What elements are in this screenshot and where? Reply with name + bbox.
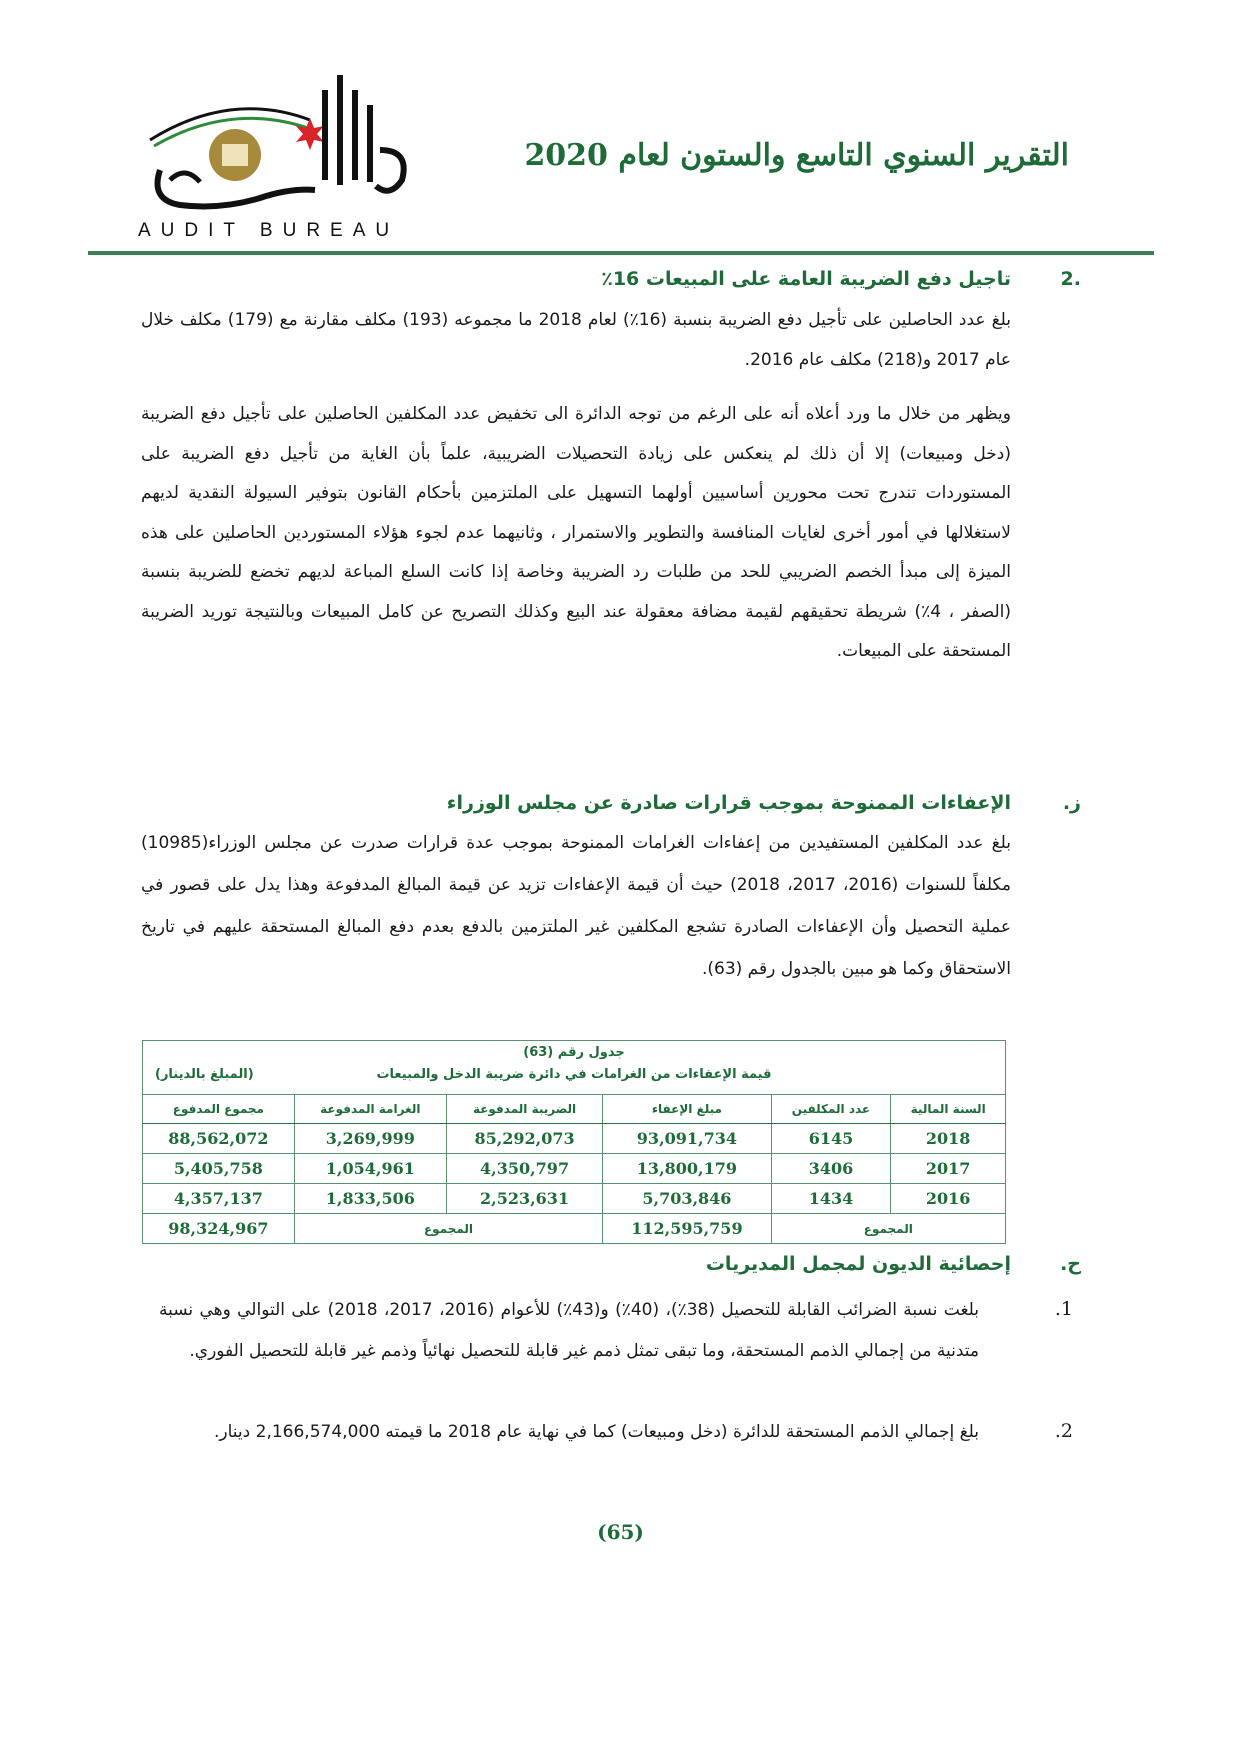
cell-fine-paid: 1,833,506 bbox=[294, 1184, 446, 1214]
section-z-letter: ز. bbox=[1062, 792, 1081, 814]
total-exemption: 112,595,759 bbox=[603, 1214, 771, 1244]
list-item-2-number: .2 bbox=[1054, 1420, 1073, 1442]
logo-text: AUDIT BUREAU bbox=[138, 220, 400, 241]
cell-fine-paid: 1,054,961 bbox=[294, 1154, 446, 1184]
table-grid bbox=[143, 1095, 1005, 1243]
list-item-1 bbox=[159, 1290, 979, 1372]
header-divider bbox=[88, 251, 1154, 255]
section-2-paragraph-2 bbox=[141, 395, 1011, 672]
table-title: قيمة الإعفاءات من الغرامات في دائرة ضريبة الدخل والمبيعات bbox=[376, 1067, 772, 1082]
table-row bbox=[143, 1154, 1005, 1184]
cell-total-paid: 5,405,758 bbox=[143, 1154, 294, 1184]
report-title: التقرير السنوي التاسع والستون لعام 2020 bbox=[524, 138, 1069, 173]
cell-exemption: 5,703,846 bbox=[603, 1184, 771, 1214]
section-2-heading: تاجيل دفع الضريبة العامة على المبيعات 16٪ bbox=[601, 268, 1011, 290]
table-caption bbox=[143, 1041, 1005, 1095]
exemptions-table bbox=[142, 1040, 1006, 1244]
cell-year: 2018 bbox=[891, 1124, 1005, 1154]
table-row bbox=[143, 1124, 1005, 1154]
cell-exemption: 13,800,179 bbox=[603, 1154, 771, 1184]
section-h-heading: إحصائية الديون لمجمل المديريات bbox=[705, 1253, 1011, 1275]
table-total-row bbox=[143, 1214, 1005, 1244]
list-item-text: بلغ إجمالي الذمم المستحقة للدائرة (دخل ومبيعات) كما في نهاية عام 2018 ما قيمته 2,166,574,000 دينار. bbox=[214, 1422, 979, 1442]
cell-tax-paid: 4,350,797 bbox=[446, 1154, 602, 1184]
section-z-heading: الإعفاءات الممنوحة بموجب قرارات صادرة عن مجلس الوزراء bbox=[446, 792, 1011, 814]
list-item-text: بلغت نسبة الضرائب القابلة للتحصيل (38٪)، (40٪) و(43٪) للأعوام (2016، 2017، 2018) على التوالي وهي نسبة متدنية من إجمالي الذمم المستحقة، وما تبقى تمثل ذمم غير قابلة للتحصيل نهائياً وذمم غير قابلة للتحصيل الفوري. bbox=[159, 1300, 980, 1361]
total-label: المجموع bbox=[771, 1214, 1005, 1244]
page-number: (65) bbox=[597, 1520, 644, 1544]
cell-fine-paid: 3,269,999 bbox=[294, 1124, 446, 1154]
header-fine-paid: الغرامة المدفوعة bbox=[294, 1095, 446, 1124]
list-item-2 bbox=[159, 1412, 979, 1453]
cell-tax-paid: 85,292,073 bbox=[446, 1124, 602, 1154]
header-taxpayer-count: عدد المكلفين bbox=[771, 1095, 891, 1124]
header-tax-paid: الضريبة المدفوعة bbox=[446, 1095, 602, 1124]
list-item-1-number: .1 bbox=[1054, 1298, 1073, 1320]
section-2-paragraph-1 bbox=[141, 300, 1011, 380]
table-unit: (المبلغ بالدينار) bbox=[155, 1067, 254, 1082]
cell-year: 2017 bbox=[891, 1154, 1005, 1184]
table-number: جدول رقم (63) bbox=[523, 1045, 625, 1060]
paragraph-text: بلغ عدد الحاصلين على تأجيل دفع الضريبة بنسبة (16٪) لعام 2018 ما مجموعه (193) مكلف مقارنة مع (179) مكلف خلال عام 2017 و(218) مكلف عام 2016. bbox=[141, 310, 1011, 370]
cell-year: 2016 bbox=[891, 1184, 1005, 1214]
paragraph-text: ويظهر من خلال ما ورد أعلاه أنه على الرغم من توجه الدائرة الى تخفيض عدد المكلفين الحاصلين على تأجيل دفع الضريبة (دخل ومبيعات) إلا أن ذلك لم ينعكس على زيادة التحصيلات الضريبية، علماً بأن الغاية من تأجيل دفع الضريبة على المستوردات تندرج تحت محورين أساسيين أولهما التسهيل على الملتزمين بأحكام القانون بتوفير السيولة النقدية لديهم لاستغلالها في أمور أخرى لغايات المنافسة والتطوير والاستمرار ، وثانيهما عدم لجوء هؤلاء المستوردين الحاصلين على هذه الميزة إلى مبدأ الخصم الضريبي للحد من طلبات رد الضريبة وخاصة إذا كانت السلع المباعة لديهم تخضع للضريبة بنسبة (الصفر ، 4٪) شريطة تحقيقهم لقيمة مضافة معقولة عند البيع وكذلك التصريح عن كامل المبيعات وبالنتيجة توريد الضريبة المستحقة على المبيعات. bbox=[141, 404, 1011, 661]
header-fiscal-year: السنة المالية bbox=[891, 1095, 1005, 1124]
cell-total-paid: 4,357,137 bbox=[143, 1184, 294, 1214]
header-total-paid: مجموع المدفوع bbox=[143, 1095, 294, 1124]
table-row bbox=[143, 1184, 1005, 1214]
cell-tax-paid: 2,523,631 bbox=[446, 1184, 602, 1214]
total-label-middle: المجموع bbox=[294, 1214, 602, 1244]
cell-count: 3406 bbox=[771, 1154, 891, 1184]
section-z-paragraph bbox=[141, 822, 1011, 990]
header-exemption-amount: مبلغ الإعفاء bbox=[603, 1095, 771, 1124]
cell-total-paid: 88,562,072 bbox=[143, 1124, 294, 1154]
paragraph-text: بلغ عدد المكلفين المستفيدين من إعفاءات الغرامات الممنوحة بموجب عدة قرارات صدرت عن مجلس الوزراء(10985) مكلفاً للسنوات (2016، 2017، 2018) حيث أن قيمة الإعفاءات تزيد عن قيمة المبالغ المدفوعة وهذا يدل على قصور في عملية التحصيل وأن الإعفاءات الصادرة تشجع المكلفين غير الملتزمين بالدفع بعدم دفع المبالغ المستحقة عليهم في تاريخ الاستحقاق وكما هو مبين بالجدول رقم (63). bbox=[141, 833, 1011, 979]
cell-count: 6145 bbox=[771, 1124, 891, 1154]
cell-exemption: 93,091,734 bbox=[603, 1124, 771, 1154]
logo-calligraphy-icon bbox=[140, 70, 420, 220]
table-header-row bbox=[143, 1095, 1005, 1124]
section-h-letter: ح. bbox=[1060, 1253, 1081, 1275]
cell-count: 1434 bbox=[771, 1184, 891, 1214]
audit-bureau-logo bbox=[120, 60, 420, 250]
section-2-number: .2 bbox=[1060, 268, 1081, 290]
total-paid: 98,324,967 bbox=[168, 1219, 269, 1238]
